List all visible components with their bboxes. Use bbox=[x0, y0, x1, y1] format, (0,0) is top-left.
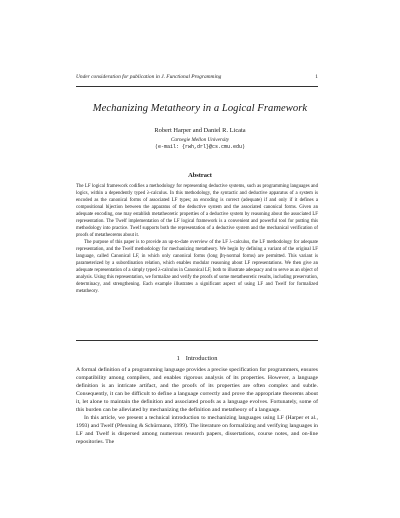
page-number: 1 bbox=[315, 74, 318, 80]
body-paragraph-1: A formal definition of a programming language provides a precise specification for programmers, ensures compatibility among compilers, and enables rigorous analysis of its properties. However, a language definition is an intricate artifact, and the proofs of its properties are often complex and subtle. Consequently, it can be difficult to define a language correctly and prove the appropriate theorems about it, let alone to maintain the definition and associated proofs as a language evolves. Fortunately, some of this burden can be alleviated by mechanizing the definition and metatheory of a language. bbox=[76, 367, 318, 413]
abstract-paragraph-1: The LF logical framework codifies a methodology for representing deductive systems, such as programming languages and logics, within a dependently typed λ-calculus. In this methodology, the syntactic and deductive apparatus of a system is encoded as the canonical forms of associated LF types; an encoding is correct (adequate) if and only if it defines a compositional bijection between the apparatus of the deductive system and the associated canonical forms. Given an adequate encoding, one may establish metatheoretic properties of a deductive system by reasoning about the associated LF representation. The Twelf implementation of the LF logical framework is a convenient and powerful tool for putting this methodology into practice. Twelf supports both the representation of a deductive system and the mechanical verification of proofs of metatheorems about it. bbox=[76, 184, 318, 238]
paper-title: Mechanizing Metatheory in a Logical Framework bbox=[92, 103, 308, 114]
paper-authors: Robert Harper and Daniel R. Licata bbox=[154, 127, 246, 134]
header-rule bbox=[76, 86, 318, 87]
paper-affiliation: Carnegie Mellon University bbox=[170, 137, 230, 143]
running-head-text: Under consideration for publication in J. Functional Programming bbox=[76, 74, 222, 80]
abstract-paragraph-2: The purpose of this paper is to provide an up-to-date overview of the LF λ-calculus, the LF methodology for adequate representation, and the Twelf methodology for mechanizing metatheory. We begin by defining a variant of the original LF language, called Canonical LF, in which only canonical forms (long βη-normal forms) are permitted. This variant is parameterized by a subordination relation, which enables modular reasoning about LF representations. We then give an adequate representation of a simply typed λ-calculus in Canonical LF, both to illustrate adequacy and to serve as an object of analysis. Using this representation, we formalize and verify the proofs of some metatheoretic results, including preservation, determinacy, and strengthening. Each example illustrates a significant aspect of using LF and Twelf for formalized metatheory. bbox=[76, 240, 318, 294]
paper-email: (e-mail: {rwh,drl}@cs.cmu.edu) bbox=[154, 144, 245, 150]
abstract-heading: Abstract bbox=[188, 172, 212, 179]
running-header bbox=[76, 74, 318, 80]
body-paragraph-2: In this article, we present a technical introduction to mechanizing languages using LF (Harper et al., 1993) and Twelf (Pfenning & Schürmann, 1999). The literature on formalizing and verifying languages in LF and Twelf is dispersed among numerous research papers, dissertations, course notes, and on-line repositories. The bbox=[76, 414, 318, 445]
section-heading bbox=[0, 355, 400, 362]
abstract-end-rule bbox=[76, 340, 318, 341]
section-body bbox=[76, 367, 318, 447]
section-title: Introduction bbox=[185, 355, 218, 362]
abstract-body bbox=[76, 184, 318, 296]
section-number: 1 bbox=[176, 355, 180, 362]
